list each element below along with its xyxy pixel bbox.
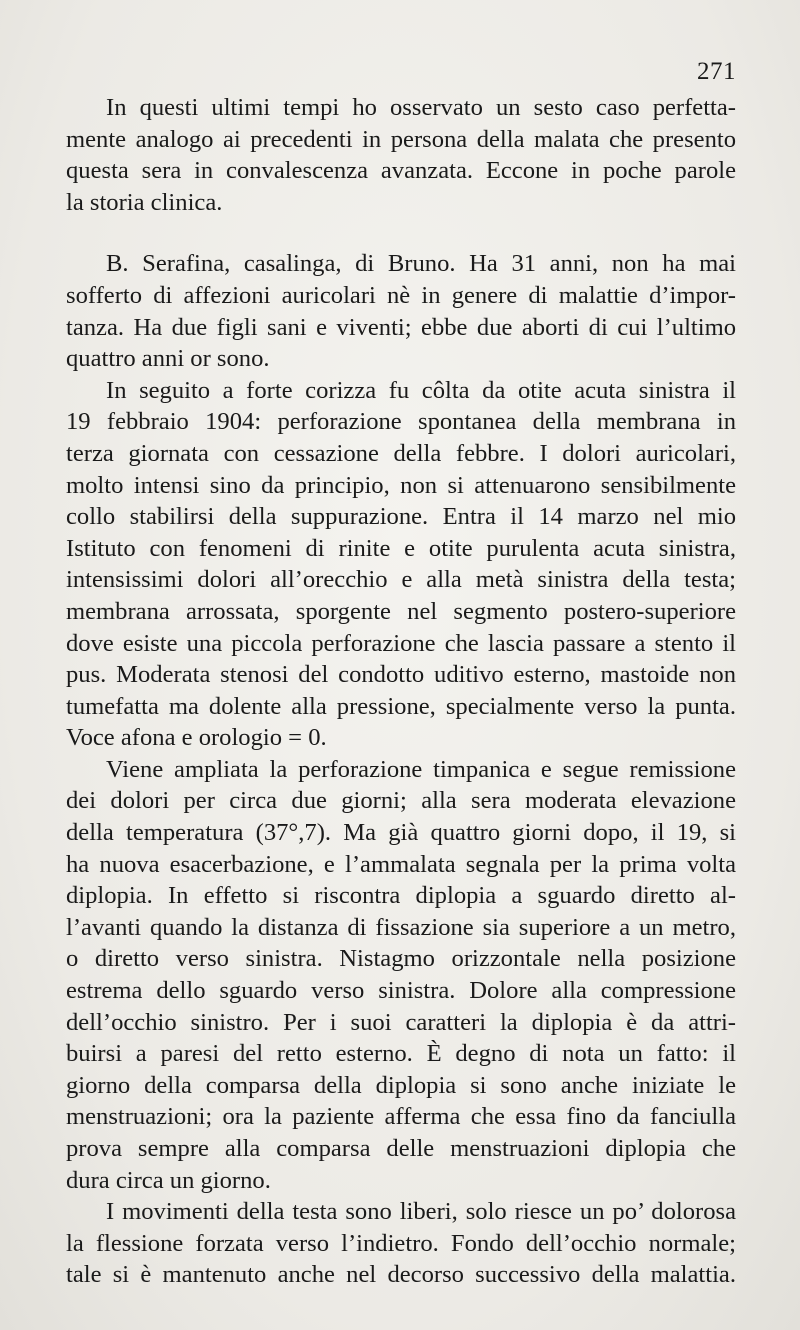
paragraph-movements <box>66 1196 736 1291</box>
text-line: tale si è mantenuto anche nel decorso successivo della malattia. <box>66 1261 736 1289</box>
text-line: o diretto verso sinistra. Nistagmo orizzontale nella posizione <box>66 945 736 973</box>
text-line: tumefatta ma dolente alla pressione, specialmente verso la punta. <box>66 692 736 720</box>
text-line: tanza. Ha due figli sani e viventi; ebbe due aborti di cui l’ultimo <box>66 313 736 341</box>
body-text <box>66 92 736 1291</box>
text-line: 19 febbraio 1904: perforazione spontanea della membrana in <box>66 408 736 436</box>
text-line: dell’occhio sinistro. Per i suoi caratteri la diplopia è da attri- <box>66 1008 736 1036</box>
text-line: l’avanti quando la distanza di fissazione sia superiore a un metro, <box>66 913 736 941</box>
paragraph-patient <box>66 248 736 374</box>
text-line: ha nuova esacerbazione, e l’ammalata segnala per la prima volta <box>66 850 736 878</box>
text-line: In questi ultimi tempi ho osservato un sesto caso perfetta- <box>106 94 736 121</box>
text-line: dove esiste una piccola perforazione che lascia passare a stento il <box>66 629 736 657</box>
text-line: la storia clinica. <box>66 188 223 216</box>
text-line: dei dolori per circa due giorni; alla sera moderata elevazione <box>66 787 736 815</box>
paragraph-intro <box>66 92 736 218</box>
text-line: la flessione forzata verso l’indietro. Fondo dell’occhio normale; <box>66 1229 736 1257</box>
text-line: menstruazioni; ora la paziente afferma che essa fino da fanciulla <box>66 1103 736 1131</box>
text-line: mente analogo ai precedenti in persona della malata che presento <box>66 125 736 153</box>
text-line: B. Serafina, casalinga, di Bruno. Ha 31 anni, non ha mai <box>106 250 736 278</box>
text-line: diplopia. In effetto si riscontra diplopia a sguardo diretto al- <box>66 882 736 910</box>
text-line: membrana arrossata, sporgente nel segmento postero-superiore <box>66 597 736 625</box>
text-line: dura circa un giorno. <box>66 1166 271 1194</box>
text-line: I movimenti della testa sono liberi, solo riesce un po’ dolorosa <box>106 1198 736 1226</box>
text-line: pus. Moderata stenosi del condotto uditivo esterno, mastoide non <box>66 661 736 689</box>
text-line: collo stabilirsi della suppurazione. Entra il 14 marzo nel mio <box>66 503 736 531</box>
text-line: intensissimi dolori all’orecchio e alla metà sinistra della testa; <box>66 566 736 594</box>
text-line: questa sera in convalescenza avanzata. Eccone in poche parole <box>66 157 736 185</box>
text-line: giorno della comparsa della diplopia si sono anche iniziate le <box>66 1071 736 1099</box>
text-line: In seguito a forte corizza fu côlta da otite acuta sinistra il <box>106 376 736 404</box>
paragraph-gap <box>66 218 736 248</box>
text-line: Viene ampliata la perforazione timpanica e segue remissione <box>106 755 736 783</box>
text-line: terza giornata con cessazione della febbre. I dolori auricolari, <box>66 439 736 467</box>
text-line: buirsi a paresi del retto esterno. È degno di nota un fatto: il <box>66 1040 736 1068</box>
paragraph-diplopia <box>66 754 736 1196</box>
page-number: 271 <box>697 58 736 85</box>
text-line: sofferto di affezioni auricolari nè in genere di malattie d’impor- <box>66 281 736 309</box>
text-line: Voce afona e orologio = 0. <box>66 724 327 752</box>
text-line: prova sempre alla comparsa delle menstruazioni diplopia che <box>66 1135 736 1162</box>
paragraph-history <box>66 375 736 754</box>
text-line: Istituto con fenomeni di rinite e otite purulenta acuta sinistra, <box>66 534 736 562</box>
text-line: estrema dello sguardo verso sinistra. Dolore alla compressione <box>66 977 736 1005</box>
text-line: quattro anni or sono. <box>66 345 270 373</box>
text-line: molto intensi sino da principio, non si attenuarono sensibilmente <box>66 471 736 499</box>
text-line: della temperatura (37°,7). Ma già quattro giorni dopo, il 19, si <box>66 819 736 847</box>
